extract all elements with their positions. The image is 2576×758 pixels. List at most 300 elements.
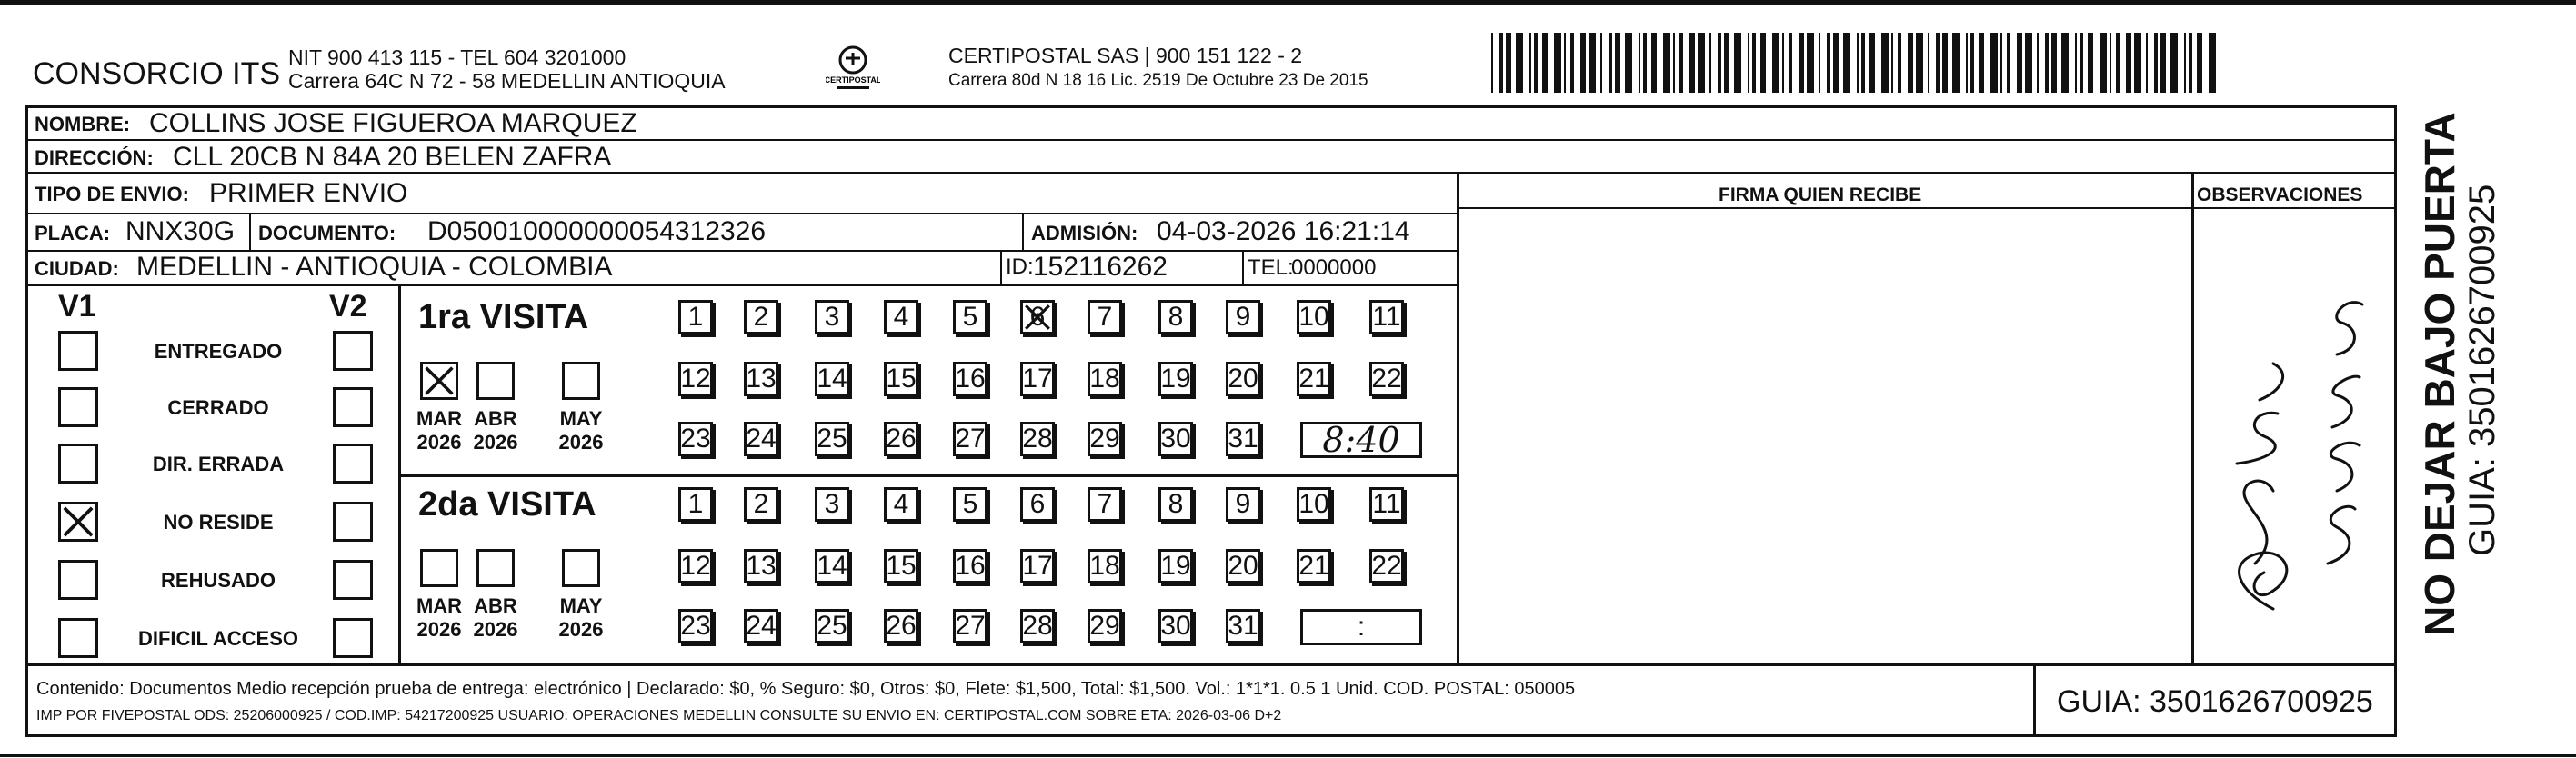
barcode-bar: [1979, 33, 1984, 93]
day-box[interactable]: [1297, 549, 1331, 583]
day-box[interactable]: [953, 549, 987, 583]
barcode-bar: [1990, 33, 1998, 93]
barcode-bar: [2088, 33, 2093, 93]
tipo-value: PRIMER ENVIO: [209, 178, 408, 208]
day-box[interactable]: [1020, 362, 1055, 396]
day-box[interactable]: [815, 422, 849, 456]
day-number: 13: [746, 551, 777, 581]
company-address: Carrera 64C N 72 - 58 MEDELLIN ANTIOQUIA: [288, 69, 726, 93]
day-number: 21: [1298, 551, 1329, 581]
day-number: 19: [1160, 364, 1191, 394]
barcode-bar: [1748, 33, 1749, 93]
barcode-bar: [1857, 33, 1859, 93]
barcode-bar: [2134, 33, 2141, 93]
day-number: 6: [1029, 489, 1046, 519]
day-number: 4: [893, 302, 909, 332]
day-number: 22: [1371, 364, 1402, 394]
day-number: 30: [1160, 611, 1191, 641]
barcode-bar: [1639, 33, 1640, 93]
barcode-bar: [1799, 33, 1804, 93]
month-checkbox[interactable]: [476, 549, 515, 587]
day-number: 30: [1160, 424, 1191, 454]
footer-guia-divider: [2033, 663, 2036, 736]
day-box[interactable]: [1020, 300, 1055, 334]
day-number: 15: [886, 364, 917, 394]
day-box[interactable]: [815, 549, 849, 583]
day-box[interactable]: [1226, 300, 1260, 334]
barcode-bar: [1843, 33, 1850, 93]
direccion-value: CLL 20CB N 84A 20 BELEN ZAFRA: [173, 142, 612, 172]
carrier-address: Carrera 80d N 18 16 Lic. 2519 De Octubre 23 De 2015: [948, 71, 1368, 90]
day-number: 14: [817, 551, 847, 581]
barcode-bar: [1589, 33, 1596, 93]
handwritten-signature: [2200, 264, 2382, 627]
day-number: 7: [1097, 302, 1113, 332]
day-number: 27: [955, 424, 986, 454]
day-box[interactable]: [884, 549, 918, 583]
barcode-bar: [1564, 33, 1566, 93]
barcode-bar: [1807, 33, 1814, 93]
visit-title: 2da VISITA: [418, 485, 596, 524]
day-number: 20: [1228, 551, 1258, 581]
day-number: 4: [893, 489, 909, 519]
day-number: 5: [962, 489, 978, 519]
day-box[interactable]: [744, 422, 778, 456]
day-number: 15: [886, 551, 917, 581]
barcode-bar: [2209, 33, 2216, 93]
barcode-bar: [1663, 33, 1670, 93]
day-number: 26: [886, 424, 917, 454]
frame-left: [25, 105, 28, 736]
v2-checkbox[interactable]: [333, 560, 373, 600]
id-label: ID:: [1006, 254, 1034, 279]
col-admision: [1022, 213, 1024, 250]
v2-checkbox[interactable]: [333, 444, 373, 484]
day-box[interactable]: [1369, 300, 1404, 334]
company-name: CONSORCIO ITS: [33, 56, 281, 91]
barcode-bar: [2126, 33, 2131, 93]
row-line: [25, 284, 1457, 286]
day-box[interactable]: [884, 362, 918, 396]
day-number: 27: [955, 611, 986, 641]
day-number: 19: [1160, 551, 1191, 581]
barcode-bar: [2189, 33, 2192, 93]
day-box[interactable]: [1020, 549, 1055, 583]
barcode-bar: [1689, 33, 1695, 93]
day-box[interactable]: [815, 487, 849, 522]
month-year: 2026: [416, 618, 462, 641]
day-box[interactable]: [953, 422, 987, 456]
barcode-bar: [2025, 33, 2032, 93]
admision-value: 04-03-2026 16:21:14: [1157, 216, 1410, 246]
month-label: MAY: [559, 594, 603, 617]
day-number: 8: [1168, 489, 1184, 519]
barcode-bar: [1881, 33, 1889, 93]
day-number: 1: [687, 302, 704, 332]
day-box[interactable]: [1088, 487, 1122, 522]
day-number: 2: [753, 302, 769, 332]
day-number: 25: [817, 611, 847, 641]
barcode-bar: [1580, 33, 1586, 93]
certipostal-logo: [826, 40, 880, 95]
barcode-bar: [2110, 33, 2111, 93]
day-box[interactable]: [1297, 487, 1331, 522]
col-id: [1000, 250, 1002, 284]
barcode-bar: [1516, 33, 1523, 93]
placa-label: PLACA:: [35, 222, 111, 244]
day-number: 24: [746, 424, 777, 454]
col-placa: [249, 213, 251, 250]
month-checkbox[interactable]: [420, 549, 458, 587]
status-label: REHUSADO: [161, 569, 276, 592]
barcode-bar: [1499, 33, 1503, 93]
barcode-bar: [1506, 33, 1511, 93]
day-box[interactable]: [1020, 422, 1055, 456]
month-label: ABR: [474, 594, 517, 617]
side-warning: NO DEJAR BAJO PUERTA: [2416, 112, 2463, 636]
month-year: 2026: [473, 431, 518, 454]
v1-checkbox[interactable]: [58, 618, 98, 658]
barcode-bar: [1698, 33, 1705, 93]
visits-divider: [398, 474, 1457, 477]
day-number: 31: [1228, 611, 1258, 641]
status-label: DIR. ERRADA: [152, 453, 285, 475]
day-number: 29: [1089, 611, 1120, 641]
ciudad-value: MEDELLIN - ANTIOQUIA - COLOMBIA: [136, 252, 613, 282]
nombre-value: COLLINS JOSE FIGUEROA MARQUEZ: [149, 108, 637, 138]
barcode-bar: [2170, 33, 2178, 93]
month-year: 2026: [558, 618, 604, 641]
day-box[interactable]: [1369, 362, 1404, 396]
day-box[interactable]: [1158, 487, 1193, 522]
day-number: 18: [1089, 364, 1120, 394]
v1-checkbox[interactable]: [58, 560, 98, 600]
month-label: MAY: [559, 407, 603, 430]
barcode-bar: [1942, 33, 1948, 93]
month-label: ABR: [474, 407, 517, 430]
v1-checkbox[interactable]: [58, 502, 98, 542]
day-box[interactable]: [1088, 549, 1122, 583]
placa-value: NNX30G: [125, 216, 236, 246]
day-box[interactable]: [678, 487, 713, 522]
v1-checkbox[interactable]: [58, 331, 98, 371]
barcode-bar: [1898, 33, 1901, 93]
barcode-bar: [1709, 33, 1711, 93]
day-box[interactable]: [884, 422, 918, 456]
footer-top-line: [25, 663, 2397, 666]
barcode-bar: [1928, 33, 1929, 93]
day-number: 7: [1097, 489, 1113, 519]
tel-value: 0000000: [1291, 255, 1377, 280]
barcode-bar: [2080, 33, 2083, 93]
barcode-bar: [1625, 33, 1632, 93]
day-box[interactable]: [884, 609, 918, 643]
svg-text:CERTIPOSTAL: CERTIPOSTAL: [826, 75, 880, 85]
day-box[interactable]: [1158, 609, 1193, 643]
side-guia: GUIA: 3501626700925: [2462, 184, 2502, 556]
barcode-bar: [2197, 33, 2202, 93]
month-label: MAR: [416, 594, 463, 617]
barcode-bar: [1724, 33, 1729, 93]
day-box[interactable]: [884, 487, 918, 522]
barcode-bar: [1970, 33, 1974, 93]
day-box[interactable]: [953, 362, 987, 396]
firma-label: FIRMA QUIEN RECIBE: [1719, 185, 1922, 205]
day-box[interactable]: [678, 549, 713, 583]
day-box[interactable]: [678, 362, 713, 396]
day-box[interactable]: [815, 362, 849, 396]
day-box[interactable]: [1158, 362, 1193, 396]
day-box[interactable]: [1158, 422, 1193, 456]
day-number: 17: [1022, 364, 1053, 394]
day-box[interactable]: [1158, 300, 1193, 334]
day-number: 23: [680, 424, 711, 454]
barcode-bar: [2160, 33, 2166, 93]
day-box[interactable]: [678, 609, 713, 643]
barcode: [1491, 33, 2219, 93]
barcode-bar: [1772, 33, 1779, 93]
day-number: 16: [955, 364, 986, 394]
col-firma: [1457, 172, 1459, 664]
documento-label: DOCUMENTO:: [258, 222, 396, 244]
barcode-bar: [2045, 33, 2049, 93]
day-box[interactable]: [1297, 300, 1331, 334]
barcode-bar: [1734, 33, 1741, 93]
barcode-bar: [1651, 33, 1657, 93]
barcode-bar: [2051, 33, 2057, 93]
day-box[interactable]: [815, 300, 849, 334]
day-box[interactable]: [1088, 300, 1122, 334]
day-number: 3: [824, 489, 840, 519]
page-bottom-line: [0, 754, 2576, 757]
day-box[interactable]: [1226, 362, 1260, 396]
day-box[interactable]: [884, 300, 918, 334]
day-number: 11: [1372, 489, 1401, 519]
day-box[interactable]: [744, 549, 778, 583]
day-box[interactable]: [1088, 422, 1122, 456]
time-box[interactable]: 8:40: [1300, 422, 1422, 458]
barcode-bar: [2100, 33, 2107, 93]
day-number: 12: [680, 364, 711, 394]
v2-checkbox[interactable]: [333, 331, 373, 371]
day-number: 26: [886, 611, 917, 641]
barcode-bar: [2116, 33, 2120, 93]
day-box[interactable]: [1020, 487, 1055, 522]
barcode-bar: [1833, 33, 1839, 93]
day-number: 3: [824, 302, 840, 332]
firma-header-line: [1457, 207, 2191, 209]
day-box[interactable]: [744, 362, 778, 396]
day-box[interactable]: [744, 609, 778, 643]
month-year: 2026: [416, 431, 462, 454]
day-box[interactable]: [1158, 549, 1193, 583]
frame-right: [2394, 105, 2397, 736]
barcode-bar: [2184, 33, 2186, 93]
day-box[interactable]: [1369, 549, 1404, 583]
month-year: 2026: [558, 431, 604, 454]
day-box[interactable]: [1088, 609, 1122, 643]
tipo-label: TIPO DE ENVIO:: [35, 183, 189, 205]
day-number: 10: [1298, 489, 1329, 519]
barcode-bar: [2037, 33, 2039, 93]
row-line: [25, 172, 2397, 174]
day-box[interactable]: [815, 609, 849, 643]
day-box[interactable]: [744, 300, 778, 334]
day-number: 14: [817, 364, 847, 394]
barcode-bar: [2061, 33, 2069, 93]
check-mark-icon: [61, 504, 95, 539]
barcode-bar: [1752, 33, 1756, 93]
day-number: 2: [753, 489, 769, 519]
footer-print-info: IMP POR FIVEPOSTAL ODS: 25206000925 / COD.IMP: 54217200925 USUARIO: OPERACIONES MEDELLIN CONSULTE SU ENVIO EN: CERTIPOSTAL.COM SOBRE ETA: 2026-03-06 D+2: [36, 708, 1282, 723]
barcode-bar: [1827, 33, 1830, 93]
day-number: 22: [1371, 551, 1402, 581]
barcode-bar: [1615, 33, 1620, 93]
day-number: 20: [1228, 364, 1258, 394]
top-border: [0, 0, 2576, 5]
barcode-bar: [1679, 33, 1683, 93]
barcode-bar: [2007, 33, 2010, 93]
day-box[interactable]: [1020, 609, 1055, 643]
day-number: 1: [687, 489, 704, 519]
barcode-bar: [1760, 33, 1766, 93]
day-box[interactable]: [1226, 609, 1260, 643]
barcode-bar: [2154, 33, 2158, 93]
barcode-bar: [2017, 33, 2022, 93]
v2-header: V2: [329, 289, 367, 324]
day-box[interactable]: [1226, 549, 1260, 583]
day-number: 24: [746, 611, 777, 641]
month-label: MAR: [416, 407, 463, 430]
col-obs: [2191, 172, 2194, 664]
day-box[interactable]: [1226, 422, 1260, 456]
row-line: [25, 213, 1457, 214]
carrier-line: CERTIPOSTAL SAS | 900 151 122 - 2: [948, 44, 1303, 67]
day-number: 17: [1022, 551, 1053, 581]
observaciones-label: OBSERVACIONES: [2197, 185, 2363, 205]
month-checkbox[interactable]: [562, 362, 600, 400]
day-number: 8: [1168, 302, 1184, 332]
month-checkbox[interactable]: [476, 362, 515, 400]
day-number: 5: [962, 302, 978, 332]
barcode-bar: [1966, 33, 1968, 93]
status-label: ENTREGADO: [154, 340, 283, 363]
visit-title: 1ra VISITA: [418, 298, 589, 336]
v1-checkbox[interactable]: [58, 387, 98, 427]
barcode-bar: [1891, 33, 1893, 93]
barcode-bar: [1673, 33, 1675, 93]
barcode-bar: [1718, 33, 1721, 93]
barcode-bar: [1869, 33, 1875, 93]
barcode-bar: [2146, 33, 2148, 93]
day-box[interactable]: [678, 422, 713, 456]
day-box[interactable]: [953, 487, 987, 522]
row-line: [25, 139, 2397, 141]
day-number: 29: [1089, 424, 1120, 454]
v2-checkbox[interactable]: [333, 618, 373, 658]
company-nit: NIT 900 413 115 - TEL 604 3201000: [288, 45, 626, 69]
day-number: 12: [680, 551, 711, 581]
day-box[interactable]: [678, 300, 713, 334]
day-box[interactable]: [744, 487, 778, 522]
barcode-bar: [1554, 33, 1561, 93]
admision-label: ADMISIÓN:: [1031, 222, 1138, 244]
status-label: NO RESIDE: [163, 511, 274, 534]
frame-bottom: [25, 734, 2397, 737]
barcode-bar: [1782, 33, 1784, 93]
barcode-bar: [1643, 33, 1647, 93]
day-number: 18: [1089, 551, 1120, 581]
barcode-bar: [2075, 33, 2077, 93]
day-number: 28: [1022, 424, 1053, 454]
ciudad-label: CIUDAD:: [35, 257, 119, 280]
day-number: 16: [955, 551, 986, 581]
day-number: 23: [680, 611, 711, 641]
month-checkbox[interactable]: [420, 362, 458, 400]
barcode-bar: [1952, 33, 1960, 93]
barcode-bar: [2000, 33, 2002, 93]
v1-checkbox[interactable]: [58, 444, 98, 484]
day-number: 9: [1235, 489, 1251, 519]
check-mark-icon: [423, 364, 456, 397]
barcode-bar: [1789, 33, 1792, 93]
barcode-bar: [1534, 33, 1538, 93]
check-mark-icon: [1023, 303, 1052, 332]
day-box[interactable]: [953, 609, 987, 643]
direccion-label: DIRECCIÓN:: [35, 146, 154, 169]
barcode-bar: [1491, 33, 1493, 93]
month-year: 2026: [473, 618, 518, 641]
day-number: 31: [1228, 424, 1258, 454]
footer-guia: GUIA: 3501626700925: [2057, 684, 2373, 719]
day-number: 9: [1235, 302, 1251, 332]
v2-checkbox[interactable]: [333, 387, 373, 427]
barcode-bar: [1529, 33, 1531, 93]
barcode-bar: [1916, 33, 1923, 93]
nombre-label: NOMBRE:: [35, 113, 131, 135]
barcode-bar: [1570, 33, 1574, 93]
tel-label: TEL:: [1248, 255, 1294, 280]
day-number: 11: [1372, 302, 1401, 332]
day-box[interactable]: [1369, 487, 1404, 522]
id-value: 152116262: [1033, 252, 1168, 282]
day-number: 21: [1298, 364, 1329, 394]
day-number: 25: [817, 424, 847, 454]
day-number: 6: [1029, 302, 1046, 332]
barcode-bar: [1936, 33, 1940, 93]
documento-value: D050010000000054312326: [427, 216, 767, 246]
barcode-bar: [1908, 33, 1913, 93]
barcode-bar: [1819, 33, 1820, 93]
v1-header: V1: [58, 289, 96, 324]
day-box[interactable]: [1088, 362, 1122, 396]
footer-content: Contenido: Documentos Medio recepción prueba de entrega: electrónico | Declarado: $0, % Seguro: $0, Otros: $0, Flete: $1,500, Total: $1,500. Vol.: 1*1*1. 0.5 1 Unid. COD. POSTAL: 050005: [36, 679, 1576, 699]
col-tel: [1242, 250, 1244, 284]
day-box[interactable]: [1226, 487, 1260, 522]
v2-checkbox[interactable]: [333, 502, 373, 542]
day-box[interactable]: [1297, 362, 1331, 396]
status-label: DIFICIL ACCESO: [137, 627, 298, 650]
status-label: CERRADO: [167, 396, 269, 419]
day-number: 28: [1022, 611, 1053, 641]
day-box[interactable]: [953, 300, 987, 334]
month-checkbox[interactable]: [562, 549, 600, 587]
barcode-bar: [1861, 33, 1865, 93]
time-box[interactable]: :: [1300, 609, 1422, 645]
day-number: 13: [746, 364, 777, 394]
barcode-bar: [1600, 33, 1602, 93]
day-number: 10: [1298, 302, 1329, 332]
